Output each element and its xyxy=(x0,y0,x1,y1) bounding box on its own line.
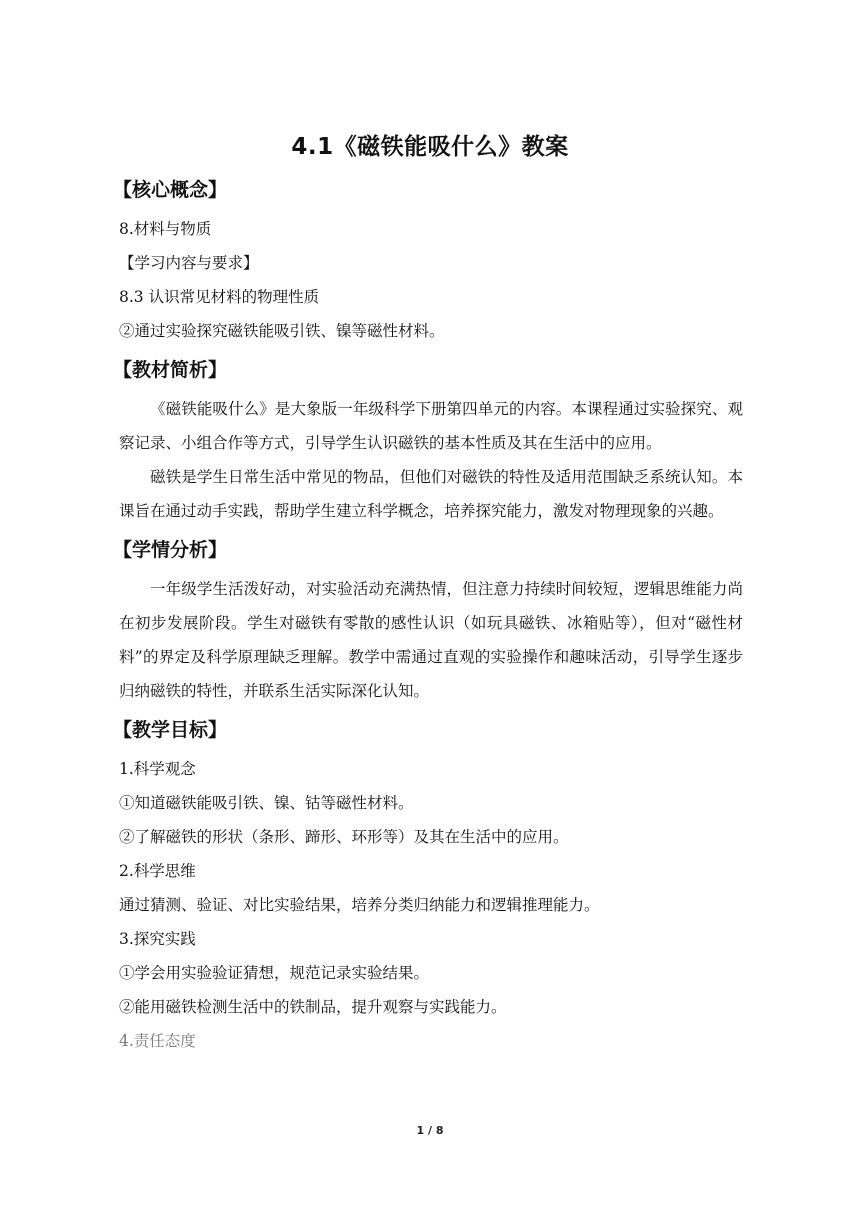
textbook-paragraph-1: 《磁铁能吸什么》是大象版一年级科学下册第四单元的内容。本课程通过实验探究、观察记录、小组合作等方式，引导学生认识磁铁的基本性质及其在生活中的应用。 xyxy=(119,400,743,452)
goal-1a: ①知道磁铁能吸引铁、镍、钴等磁性材料。 xyxy=(119,794,414,812)
core-line-1: 8.材料与物质 xyxy=(119,220,212,238)
goal-2a: 通过猜测、验证、对比实验结果，培养分类归纳能力和逻辑推理能力。 xyxy=(119,896,600,914)
goal-1: 1.科学观念 xyxy=(119,760,196,778)
textbook-paragraph-2: 磁铁是学生日常生活中常见的物品，但他们对磁铁的特性及适用范围缺乏系统认知。本课旨在通过动手实践，帮助学生建立科学概念，培养探究能力，激发对物理现象的兴趣。 xyxy=(119,468,743,520)
page-number: 1 / 8 xyxy=(416,1124,444,1137)
goal-3: 3.探究实践 xyxy=(119,930,196,948)
goal-2: 2.科学思维 xyxy=(119,862,196,880)
section-heading-students: 【学情分析】 xyxy=(113,539,228,561)
core-subheading: 【学习内容与要求】 xyxy=(119,254,259,272)
goal-3b: ②能用磁铁检测生活中的铁制品，提升观察与实践能力。 xyxy=(119,998,507,1016)
students-paragraph: 一年级学生活泼好动，对实验活动充满热情，但注意力持续时间较短，逻辑思维能力尚在初步发展阶段。学生对磁铁有零散的感性认识（如玩具磁铁、冰箱贴等），但对“磁性材料”的界定及科学原理缺乏理解。教学中需通过直观的实验操作和趣味活动，引导学生逐步归纳磁铁的特性，并联系生活实际深化认知。 xyxy=(119,580,743,700)
document-body xyxy=(113,168,743,1058)
section-heading-goals: 【教学目标】 xyxy=(113,719,228,741)
goal-3a: ①学会用实验验证猜想，规范记录实验结果。 xyxy=(119,964,430,982)
goal-4: 4.责任态度 xyxy=(119,1032,196,1050)
goal-1b: ②了解磁铁的形状（条形、蹄形、环形等）及其在生活中的应用。 xyxy=(119,828,569,846)
core-line-3: ②通过实验探究磁铁能吸引铁、镍等磁性材料。 xyxy=(119,322,445,340)
page-title: 4.1《磁铁能吸什么》教案 xyxy=(291,134,569,160)
core-line-2: 8.3 认识常见材料的物理性质 xyxy=(119,288,320,306)
section-heading-textbook: 【教材简析】 xyxy=(113,359,228,381)
section-heading-core: 【核心概念】 xyxy=(113,179,228,201)
